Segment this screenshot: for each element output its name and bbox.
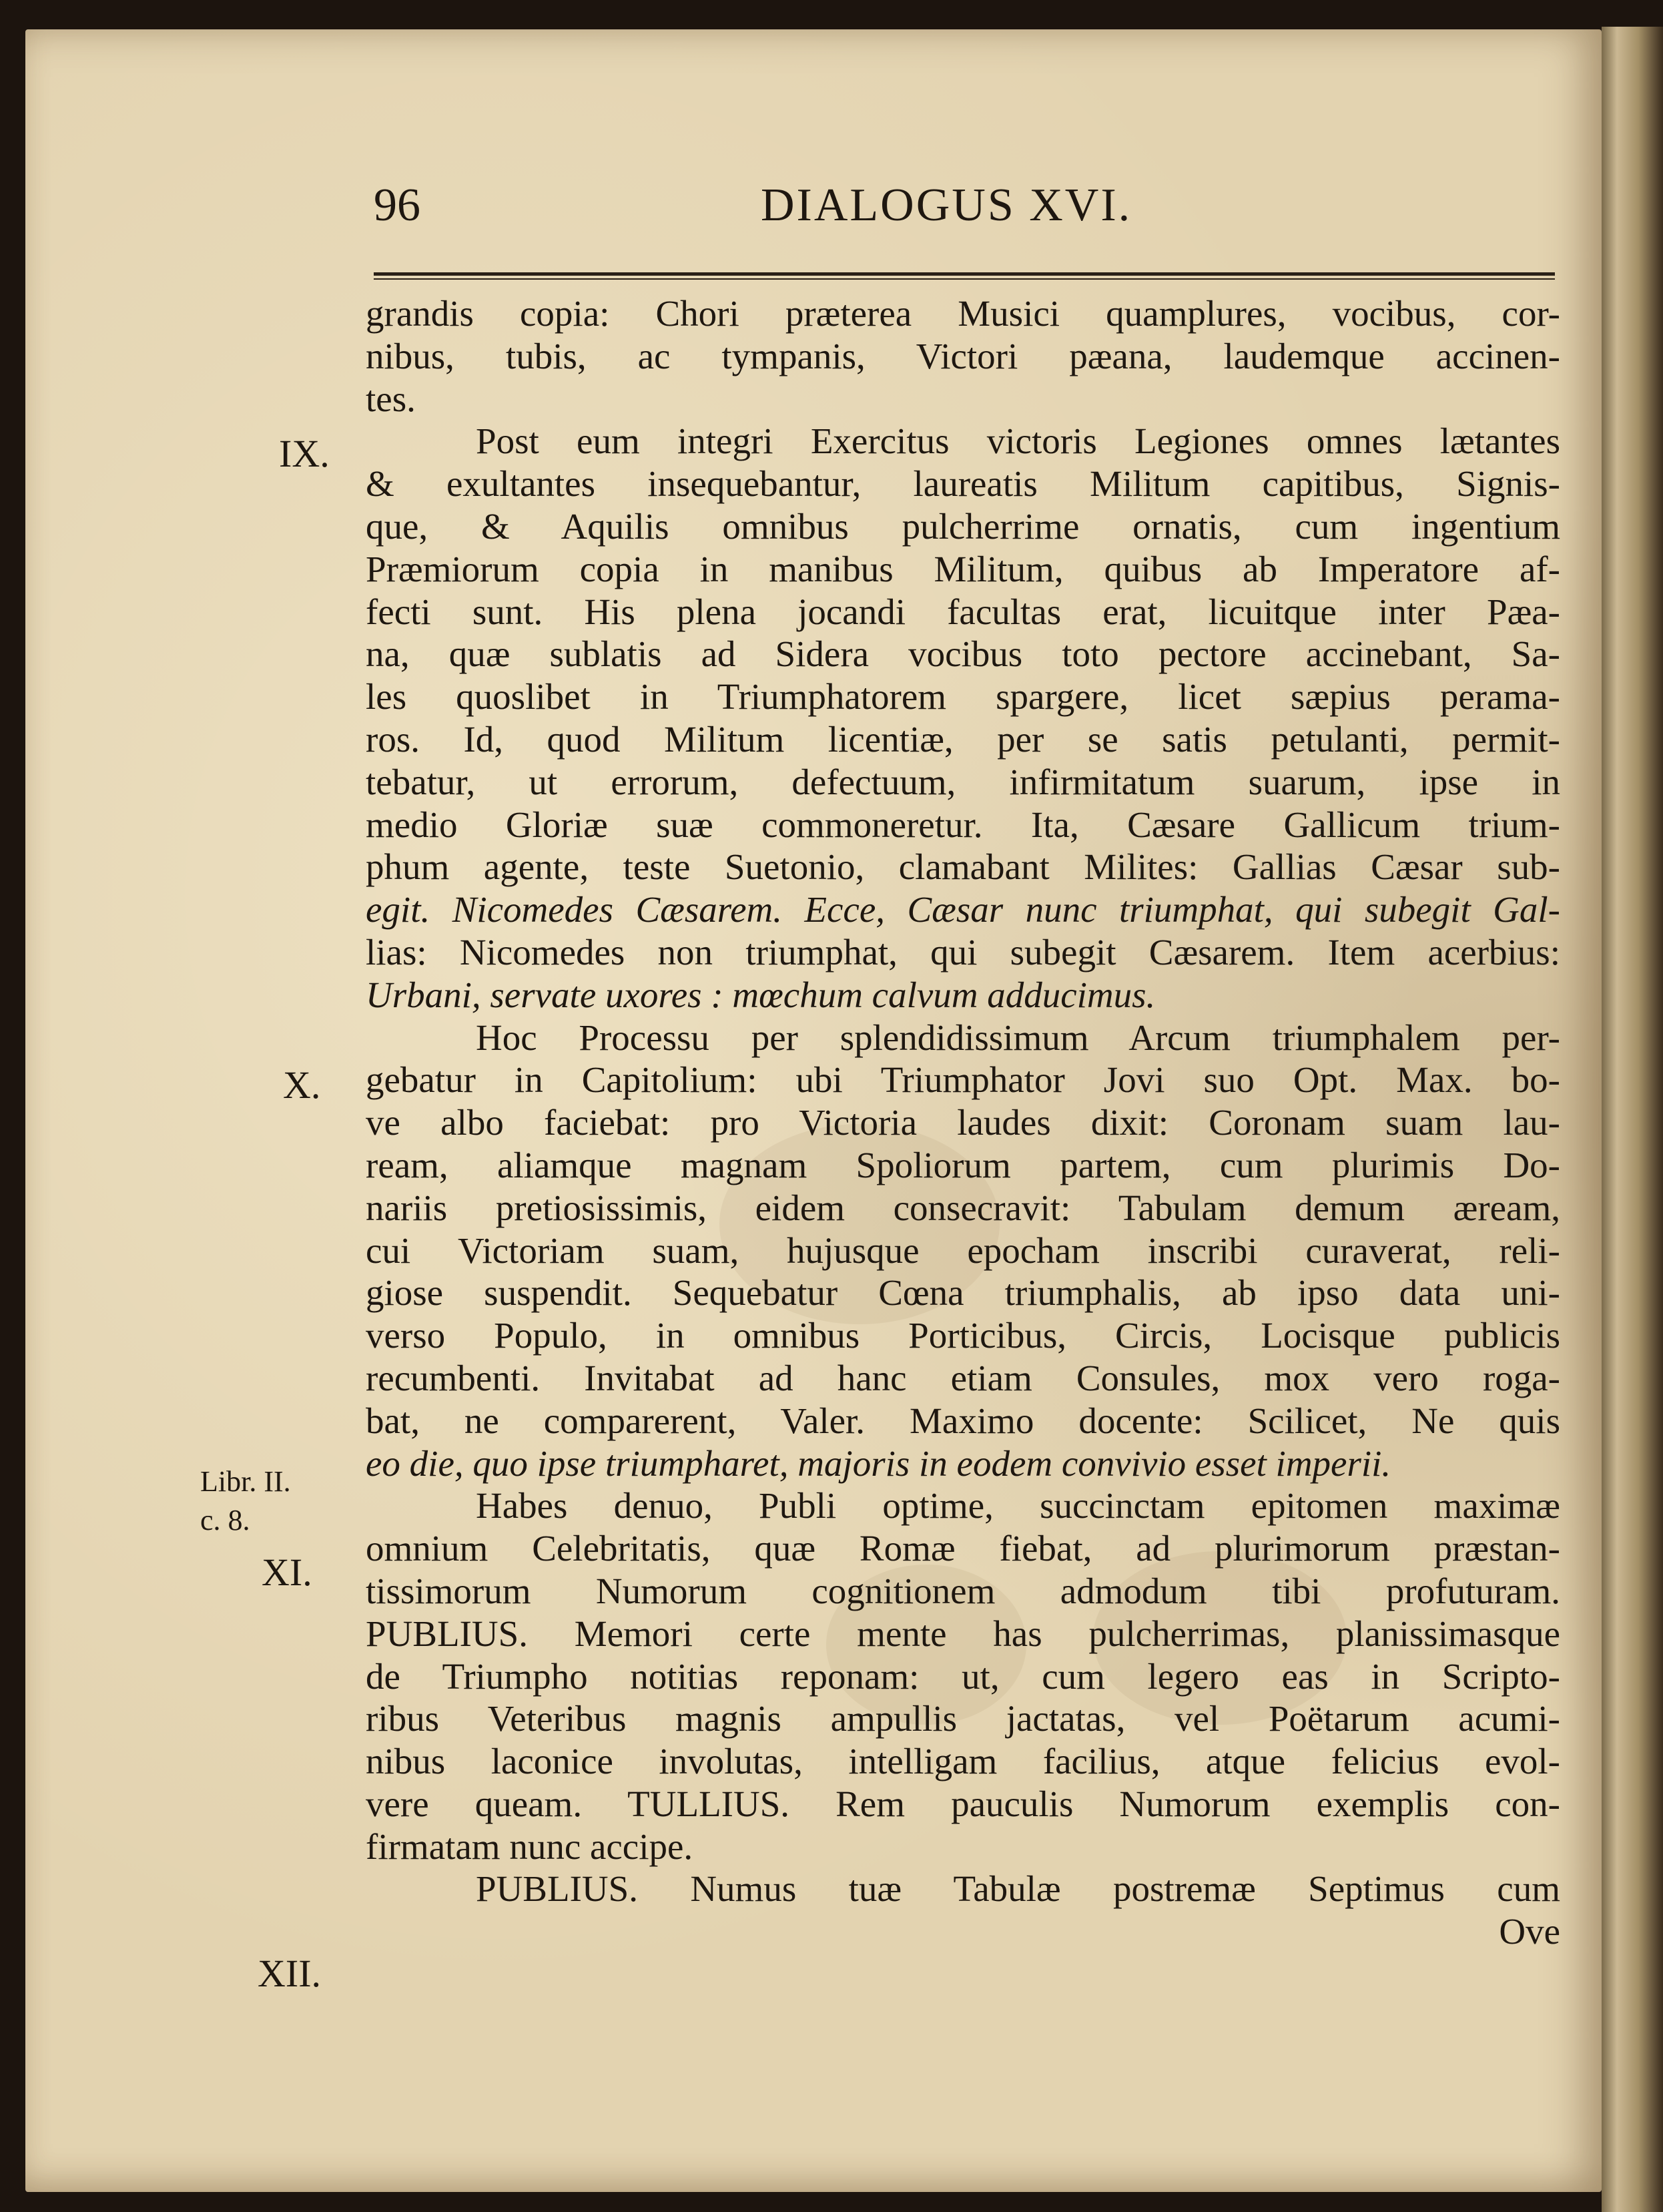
margin-reference-chapter: c. 8. bbox=[200, 1504, 250, 1537]
book-fore-edge bbox=[1602, 27, 1663, 2212]
text-line: PUBLIUS. Numus tuæ Tabulæ postremæ Septimus cum bbox=[476, 1868, 1560, 1910]
text-line: Habes denuo, Publi optime, succinctam epitomen maximæ bbox=[476, 1485, 1560, 1527]
text-line: ribus Veteribus magnis ampullis jactatas, vel Poëtarum acumi- bbox=[366, 1698, 1560, 1739]
text-line: PUBLIUS. Memori certe mente has pulcherrimas, planissimasque bbox=[366, 1613, 1560, 1654]
header-rule bbox=[374, 272, 1555, 280]
text-line: verso Populo, in omnibus Porticibus, Circis, Locisque publicis bbox=[366, 1315, 1560, 1356]
catchword: Ove bbox=[1499, 1911, 1560, 1952]
text-line: Post eum integri Exercitus victoris Legiones omnes lætantes bbox=[476, 421, 1560, 462]
margin-numeral-xii: XII. bbox=[258, 1952, 322, 1995]
text-line: grandis copia: Chori præterea Musici quamplures, vocibus, cor- bbox=[366, 293, 1560, 334]
text-line: ream, aliamque magnam Spoliorum partem, cum plurimis Do- bbox=[366, 1144, 1560, 1185]
text-line: que, & Aquilis omnibus pulcherrime ornatis, cum ingentium bbox=[366, 505, 1560, 547]
margin-numeral-x: X. bbox=[283, 1063, 321, 1107]
text-line: recumbenti. Invitabat ad hanc etiam Consules, mox vero roga- bbox=[366, 1357, 1560, 1398]
text-line: tebatur, ut errorum, defectuum, infirmitatum suarum, ipse in bbox=[366, 761, 1560, 802]
text-line: lias: Nicomedes non triumphat, qui subegit Cæsarem. Item acerbius: bbox=[366, 931, 1560, 973]
text-line: cui Victoriam suam, hujusque epocham inscribi curaverat, reli- bbox=[366, 1229, 1560, 1271]
text-line: tes. bbox=[366, 378, 416, 419]
text-line: bat, ne comparerent, Valer. Maximo docente: Scilicet, Ne quis bbox=[366, 1400, 1560, 1441]
running-title: DIALOGUS XVI. bbox=[761, 180, 1132, 231]
text-line: tissimorum Numorum cognitionem admodum tibi profuturam. bbox=[366, 1570, 1560, 1611]
text-line: phum agente, teste Suetonio, clamabant Milites: Gallias Cæsar sub- bbox=[366, 846, 1560, 888]
text-line: firmatam nunc accipe. bbox=[366, 1826, 693, 1867]
margin-numeral-xi: XI. bbox=[262, 1551, 312, 1594]
text-line: nibus, tubis, ac tympanis, Victori pæana, laudemque accinen- bbox=[366, 335, 1560, 376]
text-line: nibus laconice involutas, intelligam facilius, atque felicius evol- bbox=[366, 1741, 1560, 1782]
body-text bbox=[366, 292, 1560, 1953]
text-line: eo die, quo ipse triumpharet, majoris in eodem convivio esset imperii. bbox=[366, 1442, 1391, 1484]
text-line: omnium Celebritatis, quæ Romæ fiebat, ad plurimorum præstan- bbox=[366, 1528, 1560, 1569]
text-line: de Triumpho notitias reponam: ut, cum legero eas in Scripto- bbox=[366, 1655, 1560, 1697]
text-line: Urbani, servate uxores : mœchum calvum adducimus. bbox=[366, 974, 1156, 1015]
text-line: na, quæ sublatis ad Sidera vocibus toto pectore accinebant, Sa- bbox=[366, 633, 1560, 675]
text-line: medio Gloriæ suæ commoneretur. Ita, Cæsare Gallicum trium- bbox=[366, 804, 1560, 845]
text-line: gebatur in Capitolium: ubi Triumphator Jovi suo Opt. Max. bo- bbox=[366, 1059, 1560, 1101]
page-number: 96 bbox=[374, 180, 420, 231]
margin-numeral-ix: IX. bbox=[279, 432, 330, 475]
text-line: fecti sunt. His plena jocandi facultas erat, licuitque inter Pæa- bbox=[366, 591, 1560, 632]
margin-reference-book: Libr. II. bbox=[200, 1465, 291, 1498]
text-line: ros. Id, quod Militum licentiæ, per se satis petulanti, permit- bbox=[366, 718, 1560, 760]
text-line: vere queam. TULLIUS. Rem pauculis Numorum exemplis con- bbox=[366, 1783, 1560, 1824]
text-line: Præmiorum copia in manibus Militum, quibus ab Imperatore af- bbox=[366, 548, 1560, 589]
page-header bbox=[360, 179, 1562, 239]
text-line: egit. Nicomedes Cæsarem. Ecce, Cæsar nunc triumphat, qui subegit Gal- bbox=[366, 889, 1560, 930]
text-line: ve albo faciebat: pro Victoria laudes dixit: Coronam suam lau- bbox=[366, 1102, 1560, 1143]
text-line: nariis pretiosissimis, eidem consecravit: Tabulam demum æream, bbox=[366, 1187, 1560, 1228]
text-line: Hoc Processu per splendidissimum Arcum triumphalem per- bbox=[476, 1017, 1560, 1058]
text-line: giose suspendit. Sequebatur Cœna triumphalis, ab ipso data uni- bbox=[366, 1272, 1560, 1314]
text-line: & exultantes insequebantur, laureatis Militum capitibus, Signis- bbox=[366, 463, 1560, 505]
text-line: les quoslibet in Triumphatorem spargere, licet sæpius perama- bbox=[366, 676, 1560, 718]
